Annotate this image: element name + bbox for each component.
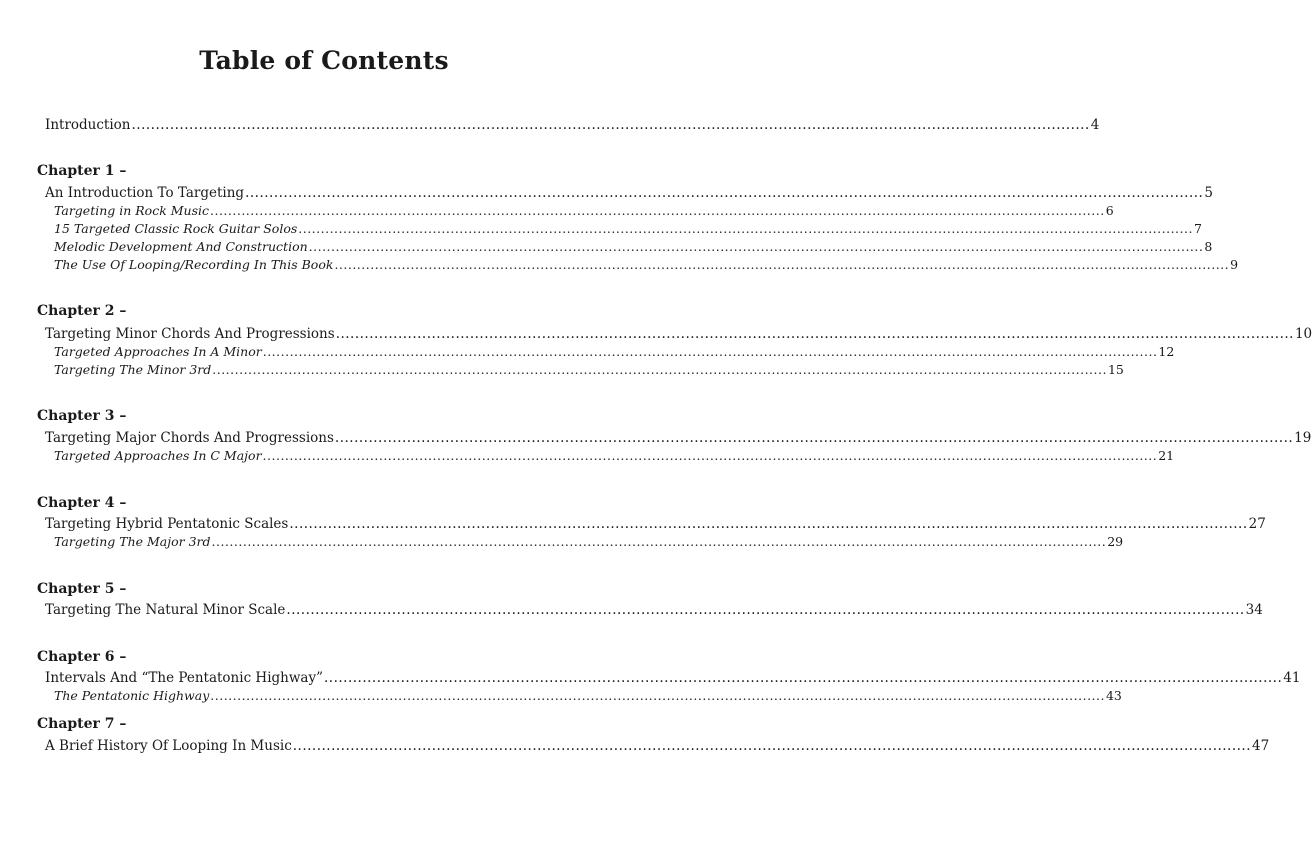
toc-subentry[interactable] <box>54 256 1239 274</box>
dot-leader: ........................................................................................................................................................................................................ <box>286 602 1245 618</box>
entry-page: 8 <box>1204 239 1213 254</box>
toc-subentry[interactable] <box>54 533 1124 551</box>
entry-label: Melodic Development And Construction <box>54 239 308 254</box>
dot-leader: ........................................................................................................................................................................................................ <box>335 326 1294 342</box>
dot-leader: ........................................................................................................................................................................................................ <box>292 738 1252 754</box>
chapter-5-heading: Chapter 5 – <box>37 581 127 597</box>
toc-entry[interactable] <box>45 515 1266 533</box>
dot-leader: ........................................................................................................................................................................................................ <box>289 516 1248 532</box>
entry-page: 19 <box>1294 430 1312 446</box>
dot-leader: ........................................................................................................................................................................................................ <box>262 448 1158 463</box>
dot-leader: ........................................................................................................................................................................................................ <box>334 257 1230 272</box>
page-title: Table of Contents <box>199 46 449 75</box>
toc-subentry[interactable] <box>54 238 1213 256</box>
toc-subentry[interactable] <box>54 220 1202 238</box>
dot-leader: ........................................................................................................................................................................................................ <box>334 430 1294 446</box>
entry-label: The Use Of Looping/Recording In This Book <box>54 257 334 272</box>
entry-label: Targeting The Minor 3rd <box>54 362 212 377</box>
chapter-1-heading: Chapter 1 – <box>37 163 127 179</box>
toc-entry-introduction[interactable] <box>45 116 1100 134</box>
entry-page: 6 <box>1105 203 1114 218</box>
entry-label: Targeting Major Chords And Progressions <box>45 430 334 446</box>
toc-entry[interactable] <box>45 184 1213 202</box>
entry-label: Targeting Minor Chords And Progressions <box>45 326 335 342</box>
toc-entry[interactable] <box>45 737 1270 755</box>
entry-page: 21 <box>1158 448 1175 463</box>
entry-label: Intervals And “The Pentatonic Highway” <box>45 670 323 686</box>
entry-label: 15 Targeted Classic Rock Guitar Solos <box>54 221 298 236</box>
entry-label: The Pentatonic Highway <box>54 688 210 703</box>
entry-page: 5 <box>1204 185 1213 201</box>
dot-leader: ........................................................................................................................................................................................................ <box>245 185 1204 201</box>
dot-leader: ........................................................................................................................................................................................................ <box>210 203 1105 218</box>
entry-page: 10 <box>1294 326 1312 342</box>
entry-page: 34 <box>1245 602 1263 618</box>
entry-label: Targeting in Rock Music <box>54 203 210 218</box>
entry-label: Targeted Approaches In C Major <box>54 448 262 463</box>
toc-entry[interactable] <box>45 601 1263 619</box>
toc-entry[interactable] <box>45 429 1312 447</box>
entry-page: 7 <box>1193 221 1202 236</box>
entry-page: 29 <box>1107 534 1124 549</box>
chapter-7-heading: Chapter 7 – <box>37 716 127 732</box>
chapter-4-heading: Chapter 4 – <box>37 495 127 511</box>
entry-page: 27 <box>1248 516 1266 532</box>
dot-leader: ........................................................................................................................................................................................................ <box>262 344 1158 359</box>
toc-subentry[interactable] <box>54 202 1114 220</box>
chapter-6-heading: Chapter 6 – <box>37 649 127 665</box>
toc-subentry[interactable] <box>54 361 1124 379</box>
dot-leader: ........................................................................................................................................................................................................ <box>212 362 1107 377</box>
entry-label: Targeting The Natural Minor Scale <box>45 602 286 618</box>
entry-label: An Introduction To Targeting <box>45 185 245 201</box>
entry-label: Targeted Approaches In A Minor <box>54 344 262 359</box>
chapter-3-heading: Chapter 3 – <box>37 408 127 424</box>
entry-label: Targeting Hybrid Pentatonic Scales <box>45 516 289 532</box>
dot-leader: ........................................................................................................................................................................................................ <box>211 534 1107 549</box>
entry-page: 15 <box>1107 362 1124 377</box>
entry-page: 4 <box>1090 117 1100 133</box>
toc-subentry[interactable] <box>54 687 1122 705</box>
entry-label: Targeting The Major 3rd <box>54 534 211 549</box>
entry-page: 9 <box>1230 257 1239 272</box>
entry-page: 41 <box>1283 670 1301 686</box>
entry-page: 43 <box>1105 688 1122 703</box>
dot-leader: ........................................................................................................................................................................................................ <box>131 117 1090 133</box>
entry-label: A Brief History Of Looping In Music <box>45 738 292 754</box>
entry-page: 47 <box>1252 738 1270 754</box>
entry-label: Introduction <box>45 117 131 133</box>
dot-leader: ........................................................................................................................................................................................................ <box>298 221 1193 236</box>
dot-leader: ........................................................................................................................................................................................................ <box>210 688 1105 703</box>
dot-leader: ........................................................................................................................................................................................................ <box>323 670 1283 686</box>
toc-subentry[interactable] <box>54 447 1175 465</box>
chapter-2-heading: Chapter 2 – <box>37 303 127 319</box>
entry-page: 12 <box>1158 344 1175 359</box>
toc-subentry[interactable] <box>54 343 1175 361</box>
dot-leader: ........................................................................................................................................................................................................ <box>308 239 1204 254</box>
toc-entry[interactable] <box>45 325 1312 343</box>
toc-entry[interactable] <box>45 669 1301 687</box>
